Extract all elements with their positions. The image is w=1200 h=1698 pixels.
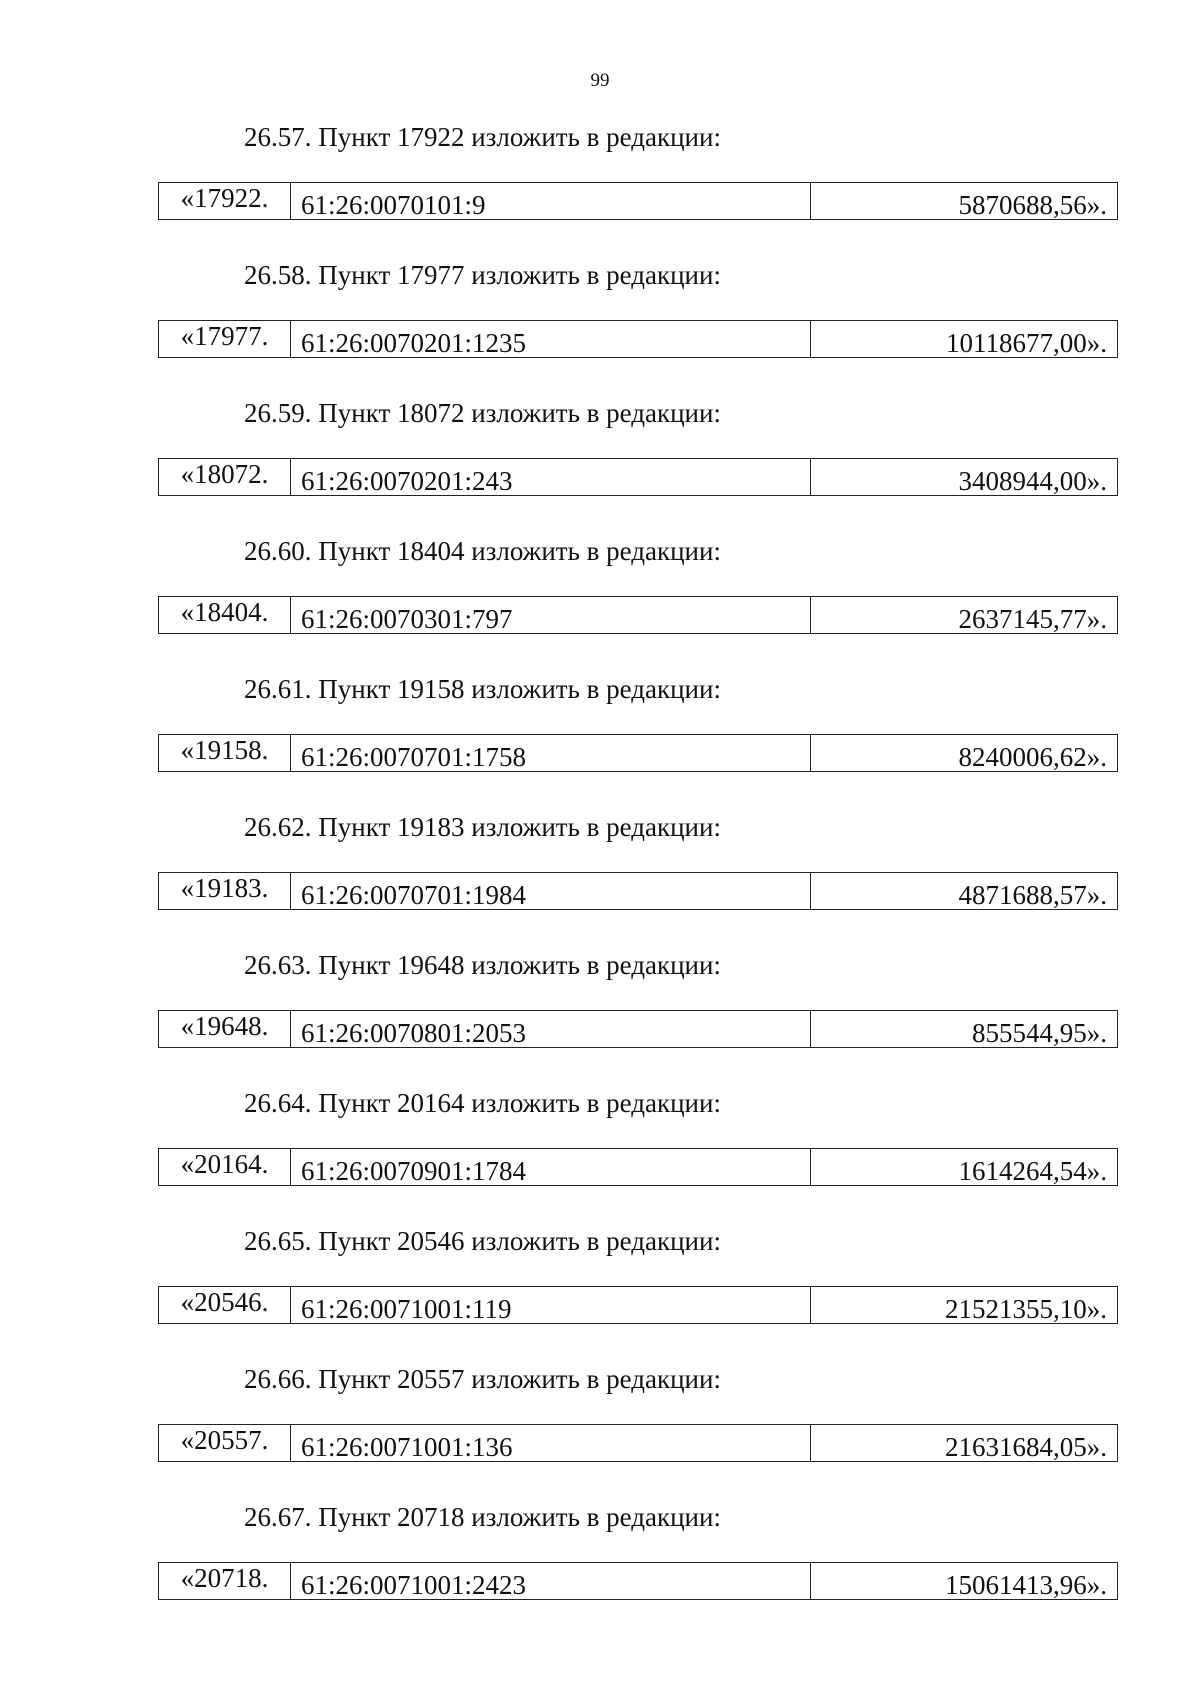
amendment-section xyxy=(0,120,1200,258)
amendment-section xyxy=(0,1500,1200,1638)
item-number-cell: «19183. xyxy=(159,873,291,909)
value-cell: 15061413,96». xyxy=(945,1570,1107,1600)
value-cell: 21631684,05». xyxy=(945,1432,1107,1462)
amendment-heading: 26.66. Пункт 20557 изложить в редакции: xyxy=(244,1364,721,1394)
amendment-table-row xyxy=(158,1010,1118,1048)
amendment-heading: 26.63. Пункт 19648 изложить в редакции: xyxy=(244,950,721,980)
value-cell: 5870688,56». xyxy=(958,190,1107,220)
item-number-cell: «18404. xyxy=(159,597,291,633)
cadastral-number-cell: 61:26:0070201:243 xyxy=(291,459,811,495)
amendment-table-row xyxy=(158,734,1118,772)
amendment-heading: 26.60. Пункт 18404 изложить в редакции: xyxy=(244,536,721,566)
amendment-table-row xyxy=(158,872,1118,910)
amendment-heading: 26.61. Пункт 19158 изложить в редакции: xyxy=(244,674,721,704)
amendment-section xyxy=(0,672,1200,810)
item-number-cell: «19648. xyxy=(159,1011,291,1047)
cadastral-number-cell: 61:26:0070901:1784 xyxy=(291,1149,811,1185)
cadastral-number-cell: 61:26:0070701:1758 xyxy=(291,735,811,771)
amendment-section xyxy=(0,258,1200,396)
amendment-table-row xyxy=(158,1424,1118,1462)
cadastral-number-cell: 61:26:0070301:797 xyxy=(291,597,811,633)
item-number-cell: «17922. xyxy=(159,183,291,219)
amendment-section xyxy=(0,534,1200,672)
amendment-section xyxy=(0,1224,1200,1362)
value-cell: 4871688,57». xyxy=(958,880,1107,910)
amendment-heading: 26.64. Пункт 20164 изложить в редакции: xyxy=(244,1088,721,1118)
amendment-section xyxy=(0,396,1200,534)
amendment-table-row xyxy=(158,1148,1118,1186)
amendment-section xyxy=(0,948,1200,1086)
item-number-cell: «17977. xyxy=(159,321,291,357)
amendment-heading: 26.57. Пункт 17922 изложить в редакции: xyxy=(244,122,721,152)
amendment-table-row xyxy=(158,320,1118,358)
amendment-section xyxy=(0,810,1200,948)
item-number-cell: «20164. xyxy=(159,1149,291,1185)
value-cell: 21521355,10». xyxy=(945,1294,1107,1324)
cadastral-number-cell: 61:26:0071001:136 xyxy=(291,1425,811,1461)
value-cell: 2637145,77». xyxy=(958,604,1107,634)
value-cell: 3408944,00». xyxy=(958,466,1107,496)
page-number: 99 xyxy=(590,70,610,91)
amendment-table-row xyxy=(158,1562,1118,1600)
amendment-table-row xyxy=(158,596,1118,634)
amendment-table-row xyxy=(158,182,1118,220)
value-cell: 10118677,00». xyxy=(946,328,1107,358)
cadastral-number-cell: 61:26:0071001:2423 xyxy=(291,1563,811,1599)
item-number-cell: «20718. xyxy=(159,1563,291,1599)
amendment-section xyxy=(0,1086,1200,1224)
value-cell: 855544,95». xyxy=(972,1018,1107,1048)
amendment-table-row xyxy=(158,458,1118,496)
cadastral-number-cell: 61:26:0071001:119 xyxy=(291,1287,811,1323)
item-number-cell: «20546. xyxy=(159,1287,291,1323)
value-cell: 8240006,62». xyxy=(958,742,1107,772)
item-number-cell: «18072. xyxy=(159,459,291,495)
amendment-heading: 26.62. Пункт 19183 изложить в редакции: xyxy=(244,812,721,842)
amendment-heading: 26.65. Пункт 20546 изложить в редакции: xyxy=(244,1226,721,1256)
cadastral-number-cell: 61:26:0070201:1235 xyxy=(291,321,811,357)
amendment-section xyxy=(0,1362,1200,1500)
cadastral-number-cell: 61:26:0070701:1984 xyxy=(291,873,811,909)
amendment-heading: 26.67. Пункт 20718 изложить в редакции: xyxy=(244,1502,721,1532)
value-cell: 1614264,54». xyxy=(958,1156,1107,1186)
cadastral-number-cell: 61:26:0070801:2053 xyxy=(291,1011,811,1047)
cadastral-number-cell: 61:26:0070101:9 xyxy=(291,183,811,219)
item-number-cell: «20557. xyxy=(159,1425,291,1461)
amendment-heading: 26.59. Пункт 18072 изложить в редакции: xyxy=(244,398,721,428)
item-number-cell: «19158. xyxy=(159,735,291,771)
amendment-table-row xyxy=(158,1286,1118,1324)
amendment-heading: 26.58. Пункт 17977 изложить в редакции: xyxy=(244,260,721,290)
